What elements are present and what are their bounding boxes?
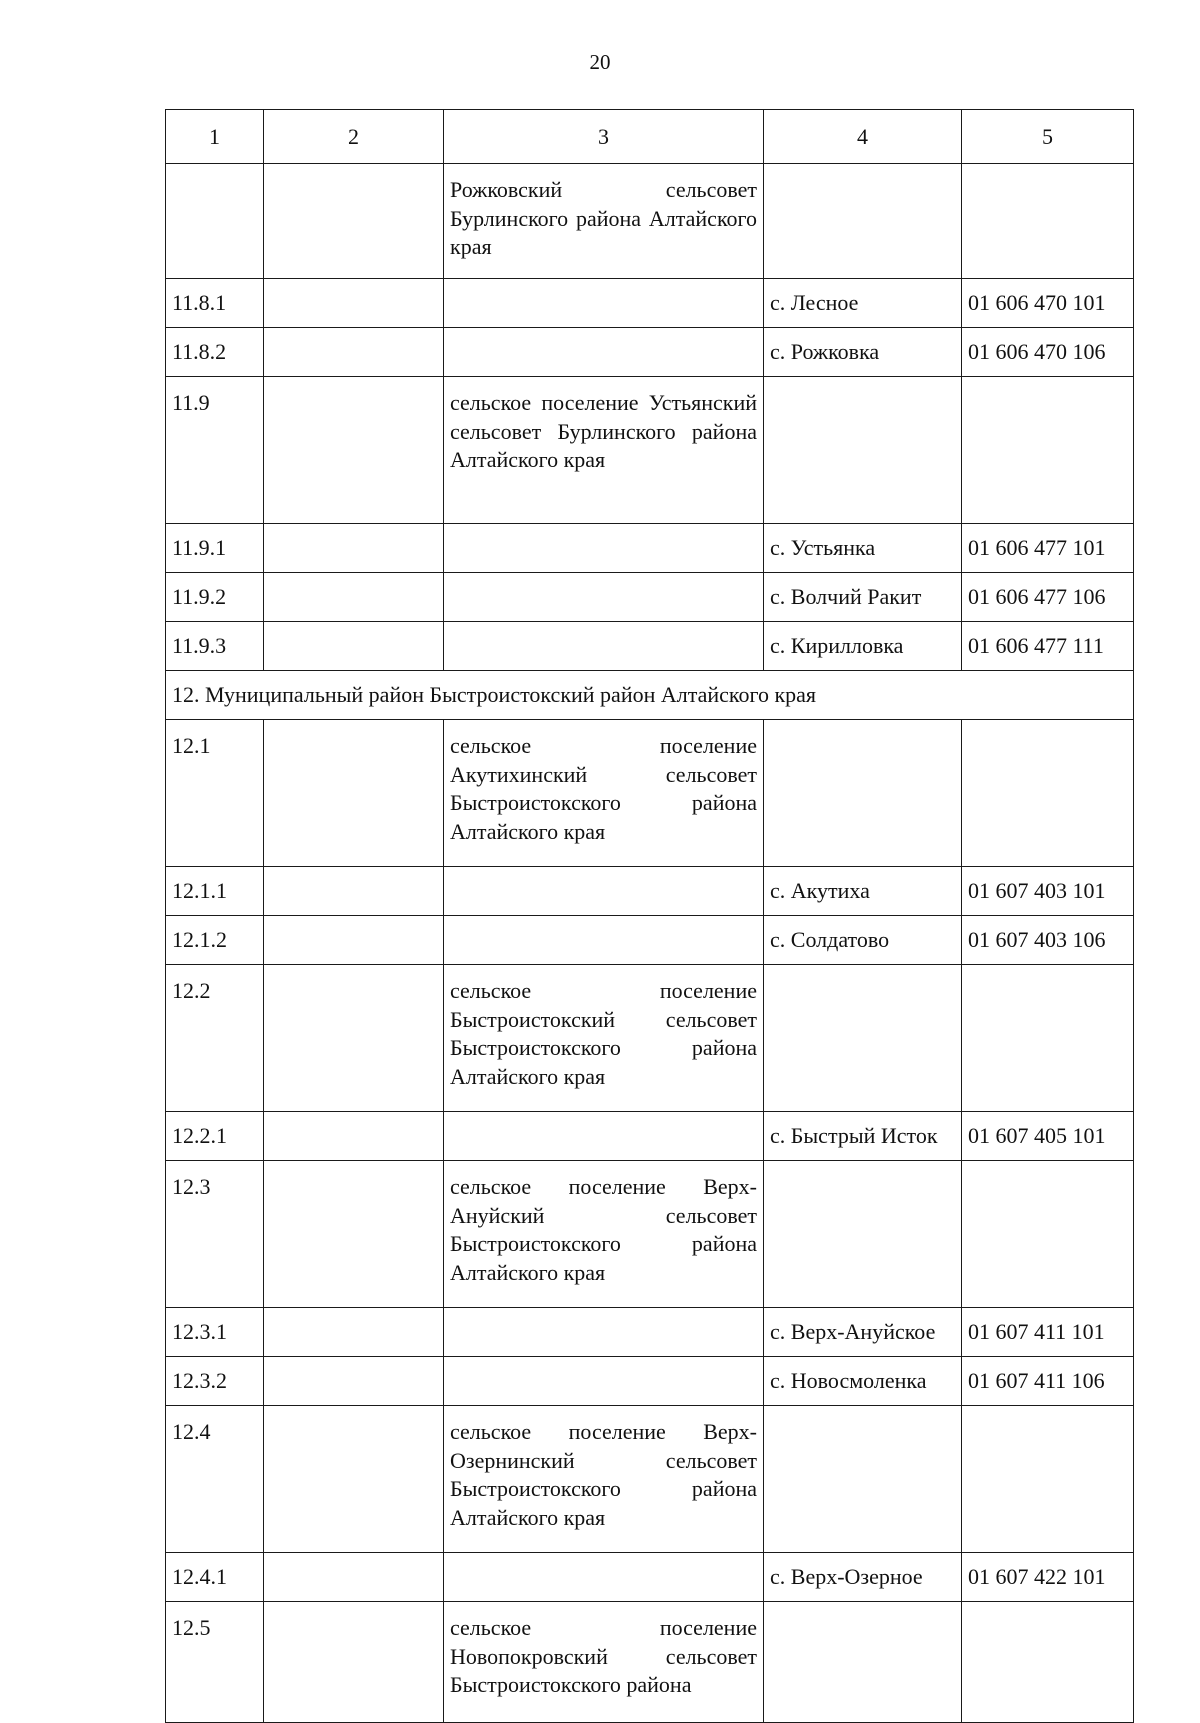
settlement-name-cell xyxy=(764,1161,962,1308)
column-2-cell xyxy=(264,573,444,622)
oktmo-code-cell: 01 607 422 101 xyxy=(962,1553,1134,1602)
settlement-row xyxy=(166,1553,1134,1602)
row-number-cell: 11.8.1 xyxy=(166,279,264,328)
municipality-name-cell: сельское поселение Быстроистокский сельсовет Быстроистокского района Алтайского края xyxy=(444,965,764,1112)
oktmo-code-cell xyxy=(962,720,1134,867)
municipality-row xyxy=(166,1406,1134,1553)
municipality-name-cell: Рожковский сельсовет Бурлинского района Алтайского края xyxy=(444,164,764,279)
column-2-cell xyxy=(264,524,444,573)
row-number-cell: 12.5 xyxy=(166,1602,264,1723)
column-2-cell xyxy=(264,1357,444,1406)
municipality-name-cell xyxy=(444,328,764,377)
column-2-cell xyxy=(264,867,444,916)
municipality-row xyxy=(166,377,1134,524)
settlement-name-cell: с. Рожковка xyxy=(764,328,962,377)
municipality-name-cell xyxy=(444,916,764,965)
settlement-row xyxy=(166,279,1134,328)
municipality-name-cell xyxy=(444,1357,764,1406)
row-number-cell: 12.4 xyxy=(166,1406,264,1553)
settlement-row xyxy=(166,1357,1134,1406)
oktmo-code-cell xyxy=(962,1406,1134,1553)
settlement-name-cell xyxy=(764,377,962,524)
column-2-cell xyxy=(264,720,444,867)
settlement-name-cell xyxy=(764,720,962,867)
oktmo-code-cell: 01 606 477 111 xyxy=(962,622,1134,671)
column-2-cell xyxy=(264,1602,444,1723)
settlement-name-cell: с. Новосмоленка xyxy=(764,1357,962,1406)
municipality-name-cell xyxy=(444,573,764,622)
settlement-row xyxy=(166,328,1134,377)
municipality-row xyxy=(166,1161,1134,1308)
settlement-name-cell: с. Акутиха xyxy=(764,867,962,916)
page-number: 20 xyxy=(589,50,611,74)
row-number-cell: 12.1.2 xyxy=(166,916,264,965)
settlement-row xyxy=(166,1112,1134,1161)
municipality-name-cell: сельское поселение Верх-Ануйский сельсовет Быстроистокского района Алтайского края xyxy=(444,1161,764,1308)
row-number-cell: 12.2.1 xyxy=(166,1112,264,1161)
municipality-row xyxy=(166,164,1134,279)
column-header: 1 xyxy=(166,110,264,164)
municipality-name-cell xyxy=(444,1553,764,1602)
row-number-cell: 12.1 xyxy=(166,720,264,867)
row-number-cell: 11.9 xyxy=(166,377,264,524)
district-title-row xyxy=(166,671,1134,720)
oktmo-code-cell xyxy=(962,1161,1134,1308)
column-2-cell xyxy=(264,965,444,1112)
municipality-name-cell: сельское поселение Акутихинский сельсовет Быстроистокского района Алтайского края xyxy=(444,720,764,867)
oktmo-code-cell: 01 607 411 101 xyxy=(962,1308,1134,1357)
row-number-cell: 12.3.2 xyxy=(166,1357,264,1406)
settlement-name-cell: с. Верх-Ануйское xyxy=(764,1308,962,1357)
district-title: 12. Муниципальный район Быстроистокский район Алтайского края xyxy=(166,671,1134,720)
row-number-cell: 12.1.1 xyxy=(166,867,264,916)
settlement-name-cell: с. Кирилловка xyxy=(764,622,962,671)
oktmo-code-cell: 01 606 470 106 xyxy=(962,328,1134,377)
settlement-name-cell: с. Верх-Озерное xyxy=(764,1553,962,1602)
column-header: 3 xyxy=(444,110,764,164)
settlement-name-cell: с. Устьянка xyxy=(764,524,962,573)
oktmo-code-cell xyxy=(962,965,1134,1112)
settlement-name-cell xyxy=(764,1406,962,1553)
row-number-cell: 11.9.2 xyxy=(166,573,264,622)
settlement-name-cell xyxy=(764,965,962,1112)
municipality-name-cell xyxy=(444,1112,764,1161)
municipality-name-cell xyxy=(444,524,764,573)
row-number-cell: 12.3.1 xyxy=(166,1308,264,1357)
municipality-name-cell xyxy=(444,1308,764,1357)
settlement-row xyxy=(166,622,1134,671)
row-number-cell: 12.2 xyxy=(166,965,264,1112)
table-header-row xyxy=(166,110,1134,164)
settlement-row xyxy=(166,1308,1134,1357)
settlement-row xyxy=(166,867,1134,916)
settlement-name-cell: с. Быстрый Исток xyxy=(764,1112,962,1161)
column-2-cell xyxy=(264,1406,444,1553)
table-body xyxy=(166,110,1134,1723)
column-2-cell xyxy=(264,279,444,328)
row-number-cell: 11.9.3 xyxy=(166,622,264,671)
column-2-cell xyxy=(264,622,444,671)
settlement-name-cell: с. Волчий Ракит xyxy=(764,573,962,622)
municipality-name-cell: сельское поселение Новопокровский сельсовет Быстроистокского района xyxy=(444,1602,764,1723)
oktmo-code-cell: 01 606 477 101 xyxy=(962,524,1134,573)
column-2-cell xyxy=(264,1308,444,1357)
oktmo-code-cell: 01 607 411 106 xyxy=(962,1357,1134,1406)
column-2-cell xyxy=(264,1161,444,1308)
oktmo-code-cell: 01 607 403 106 xyxy=(962,916,1134,965)
oktmo-code-cell xyxy=(962,164,1134,279)
column-2-cell xyxy=(264,164,444,279)
municipality-name-cell xyxy=(444,622,764,671)
municipality-name-cell: сельское поселение Верх-Озернинский сельсовет Быстроистокского района Алтайского края xyxy=(444,1406,764,1553)
settlement-registry-table xyxy=(165,109,1134,1723)
row-number-cell xyxy=(166,164,264,279)
settlement-name-cell: с. Лесное xyxy=(764,279,962,328)
municipality-row xyxy=(166,720,1134,867)
column-2-cell xyxy=(264,1112,444,1161)
row-number-cell: 11.9.1 xyxy=(166,524,264,573)
settlement-row xyxy=(166,524,1134,573)
settlement-name-cell xyxy=(764,164,962,279)
settlement-name-cell xyxy=(764,1602,962,1723)
row-number-cell: 12.3 xyxy=(166,1161,264,1308)
municipality-name-cell xyxy=(444,279,764,328)
municipality-name-cell: сельское поселение Устьянский сельсовет Бурлинского района Алтайского края xyxy=(444,377,764,524)
settlement-row xyxy=(166,573,1134,622)
settlement-row xyxy=(166,916,1134,965)
municipality-row xyxy=(166,1602,1134,1723)
row-number-cell: 12.4.1 xyxy=(166,1553,264,1602)
column-header: 2 xyxy=(264,110,444,164)
row-number-cell: 11.8.2 xyxy=(166,328,264,377)
column-2-cell xyxy=(264,916,444,965)
column-header: 4 xyxy=(764,110,962,164)
oktmo-code-cell: 01 606 477 106 xyxy=(962,573,1134,622)
column-2-cell xyxy=(264,328,444,377)
oktmo-code-cell: 01 607 405 101 xyxy=(962,1112,1134,1161)
oktmo-code-cell xyxy=(962,1602,1134,1723)
oktmo-code-cell: 01 606 470 101 xyxy=(962,279,1134,328)
municipality-name-cell xyxy=(444,867,764,916)
column-2-cell xyxy=(264,1553,444,1602)
column-2-cell xyxy=(264,377,444,524)
oktmo-code-cell xyxy=(962,377,1134,524)
municipality-row xyxy=(166,965,1134,1112)
oktmo-code-cell: 01 607 403 101 xyxy=(962,867,1134,916)
settlement-name-cell: с. Солдатово xyxy=(764,916,962,965)
column-header: 5 xyxy=(962,110,1134,164)
